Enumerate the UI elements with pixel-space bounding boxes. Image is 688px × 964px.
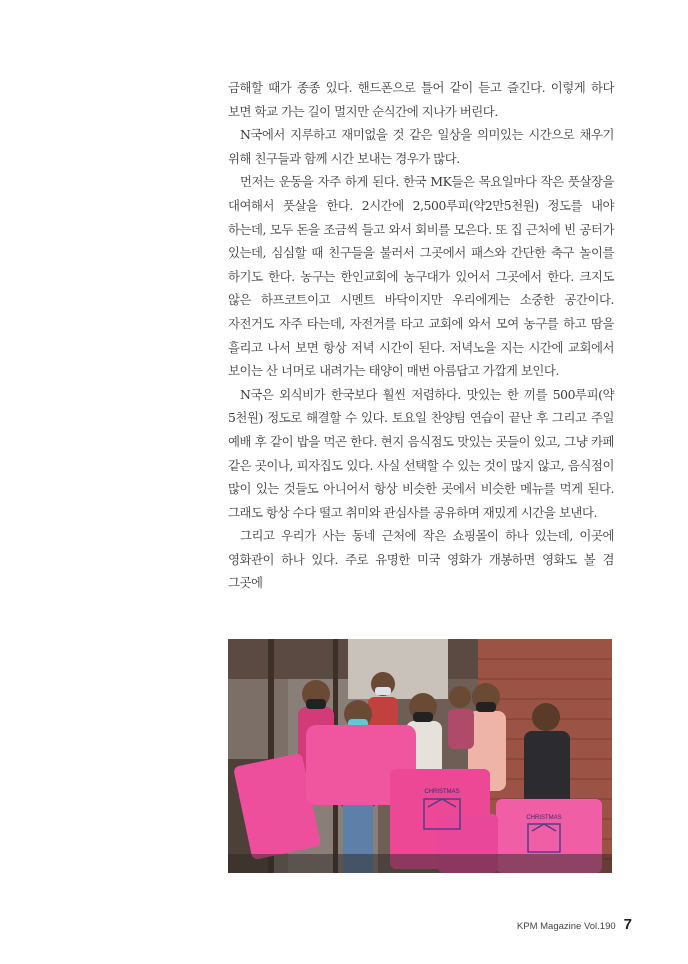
paragraph-1: 금해할 때가 종종 있다. 핸드폰으로 틀어 같이 듣고 즐긴다. 이렇게 하다 보면 학교 가는 길이 멀지만 순식간에 지나가 버린다. [228,80,614,119]
paragraph-5: 그리고 우리가 사는 동네 근처에 작은 쇼핑몰이 하나 있는데, 이곳에 영화관이 하나 있다. 주로 유명한 미국 영화가 개봉하면 영화도 볼 겸 그곳에 [228,528,614,591]
bag-print-1: CHRISTMAS [424,789,460,795]
page-number: 7 [623,916,632,933]
children-photo [228,639,612,873]
page-footer [517,916,632,933]
paragraph-2: N국에서 지루하고 재미없을 것 같은 일상을 의미있는 시간으로 채우기 위해 친구들과 함께 시간 보내는 경우가 많다. [228,127,614,166]
paragraph-3: 먼저는 운동을 자주 하게 된다. 한국 MK들은 목요일마다 작은 풋살장을 대여해서 풋살을 한다. 2시간에 2,500루피(약2만5천원) 정도를 내야 하는데, 모두 돈을 조금씩 들고 와서 회비를 모은다. 또 집 근처에 빈 공터가 있는데, 심심할 때 친구들을 불러서 그곳에서 패스와 간단한 축구 놀이를 하기도 한다. 농구는 한인교회에 농구대가 있어서 그곳에서 한다. 크지도 않은 하프코트이고 시멘트 바닥이지만 우리에게는 소중한 공간이다. 자전거도 자주 타는데, 자전거를 타고 교회에 와서 모여 농구를 하고 땀을 흘리고 나서 보면 항상 저녁 시간이 된다. 저녁노을 지는 시간에 교회에서 보이는 산 너머로 내려가는 태양이 매번 아름답고 가깝게 보인다. [228,174,614,379]
article-body [228,76,614,595]
magazine-title: KPM Magazine Vol.190 [516,921,616,932]
bag-print-2: CHRISTMAS [526,815,562,821]
paragraph-4: N국은 외식비가 한국보다 훨씬 저렴하다. 맛있는 한 끼를 500루피(약 5천원) 정도로 해결할 수 있다. 토요일 찬양팀 연습이 끝난 후 그리고 주일 예배 후 같이 밥을 먹곤 한다. 현지 음식점도 맛있는 곳들이 있고, 그냥 카페 같은 곳이나, 피자집도 있다. 사실 선택할 수 있는 것이 많지 않고, 음식점이 많이 있는 것들도 아니어서 항상 비슷한 곳에서 비슷한 메뉴를 먹게 된다. 그래도 항상 수다 떨고 취미와 관심사를 공유하며 재밌게 시간을 보낸다. [228,386,614,520]
